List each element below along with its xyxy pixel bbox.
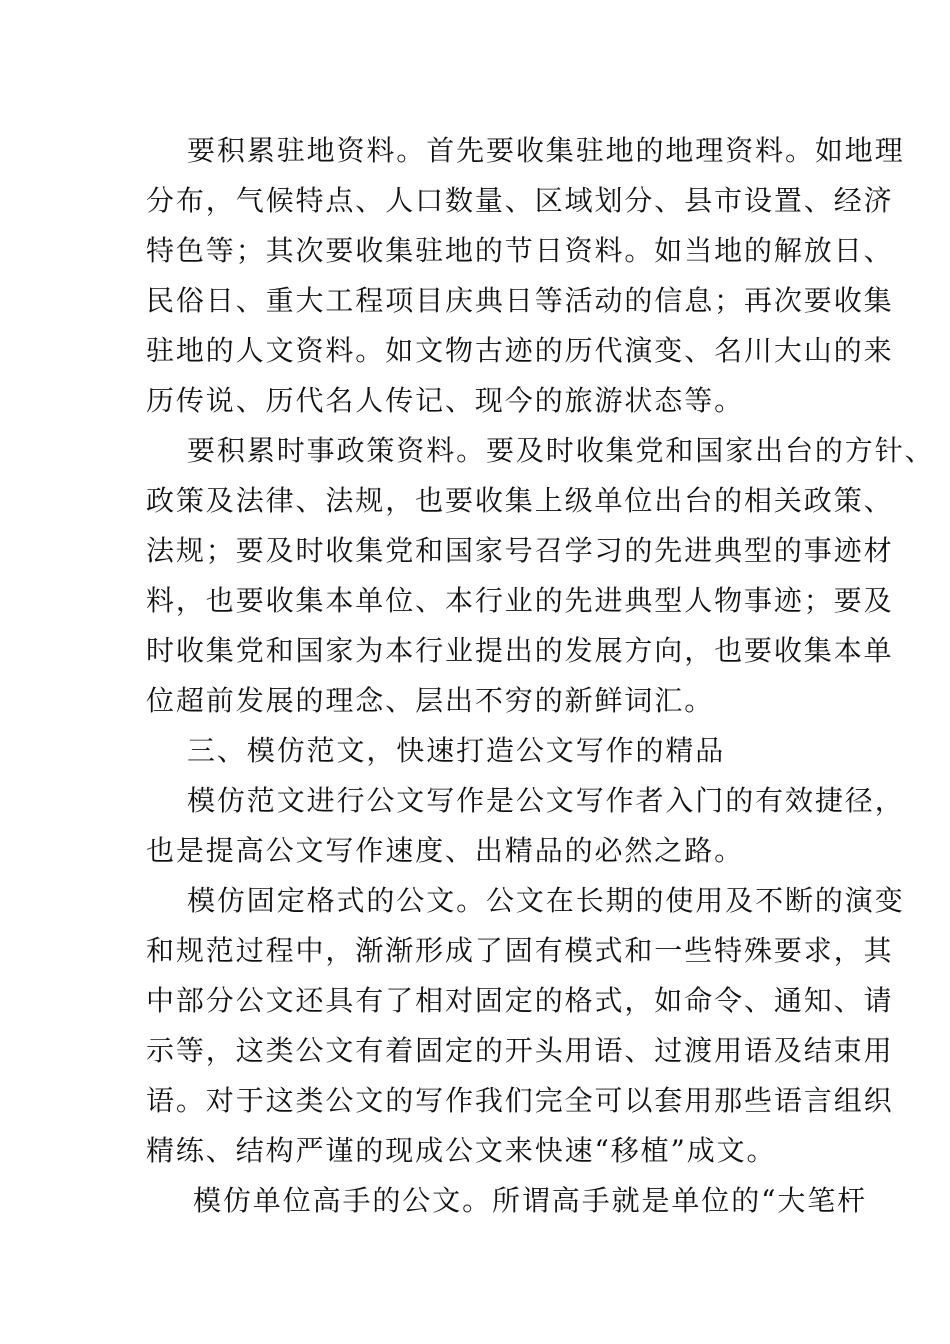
paragraph-4-line-1: 模仿固定格式的公文。公文在长期的使用及不断的演变 xyxy=(187,884,905,917)
paragraph-1-line-4: 民俗日、重大工程项目庆典日等活动的信息；再次要收集 xyxy=(146,284,894,317)
paragraph-2-line-1: 要积累时事政策资料。要及时收集党和国家出台的方针、 xyxy=(187,434,935,467)
paragraph-1-line-2: 分布，气候特点、人口数量、区域划分、县市设置、经济 xyxy=(146,184,894,217)
paragraph-4-line-6: 精练、结构严谨的现成公文来快速“移植”成文。 xyxy=(146,1134,777,1167)
paragraph-2-line-2: 政策及法律、法规，也要收集上级单位出台的相关政策、 xyxy=(146,484,894,517)
paragraph-2-line-4: 料，也要收集本单位、本行业的先进典型人物事迹；要及 xyxy=(146,584,894,617)
paragraph-5-line-1: 模仿单位高手的公文。所谓高手就是单位的“大笔杆 xyxy=(193,1184,868,1217)
paragraph-4-line-2: 和规范过程中，渐渐形成了固有模式和一些特殊要求，其 xyxy=(146,934,894,967)
paragraph-4-line-5: 语。对于这类公文的写作我们完全可以套用那些语言组织 xyxy=(146,1084,894,1117)
paragraph-1-line-6: 历传说、历代名人传记、现今的旅游状态等。 xyxy=(146,384,745,417)
paragraph-3-line-2: 也是提高公文写作速度、出精品的必然之路。 xyxy=(146,834,745,867)
paragraph-1-line-1: 要积累驻地资料。首先要收集驻地的地理资料。如地理 xyxy=(187,134,905,167)
section-heading: 三、模仿范文，快速打造公文写作的精品 xyxy=(187,734,726,767)
paragraph-2-line-5: 时收集党和国家为本行业提出的发展方向，也要收集本单 xyxy=(146,634,894,667)
paragraph-1-line-3: 特色等；其次要收集驻地的节日资料。如当地的解放日、 xyxy=(146,234,894,267)
paragraph-2-line-6: 位超前发展的理念、层出不穷的新鲜词汇。 xyxy=(146,684,715,717)
paragraph-4-line-4: 示等，这类公文有着固定的开头用语、过渡用语及结束用 xyxy=(146,1034,894,1067)
paragraph-2-line-3: 法规；要及时收集党和国家号召学习的先进典型的事迹材 xyxy=(146,534,894,567)
paragraph-1-line-5: 驻地的人文资料。如文物古迹的历代演变、名川大山的来 xyxy=(146,334,894,367)
paragraph-4-line-3: 中部分公文还具有了相对固定的格式，如命令、通知、请 xyxy=(146,984,894,1017)
paragraph-3-line-1: 模仿范文进行公文写作是公文写作者入门的有效捷径， xyxy=(187,784,905,817)
